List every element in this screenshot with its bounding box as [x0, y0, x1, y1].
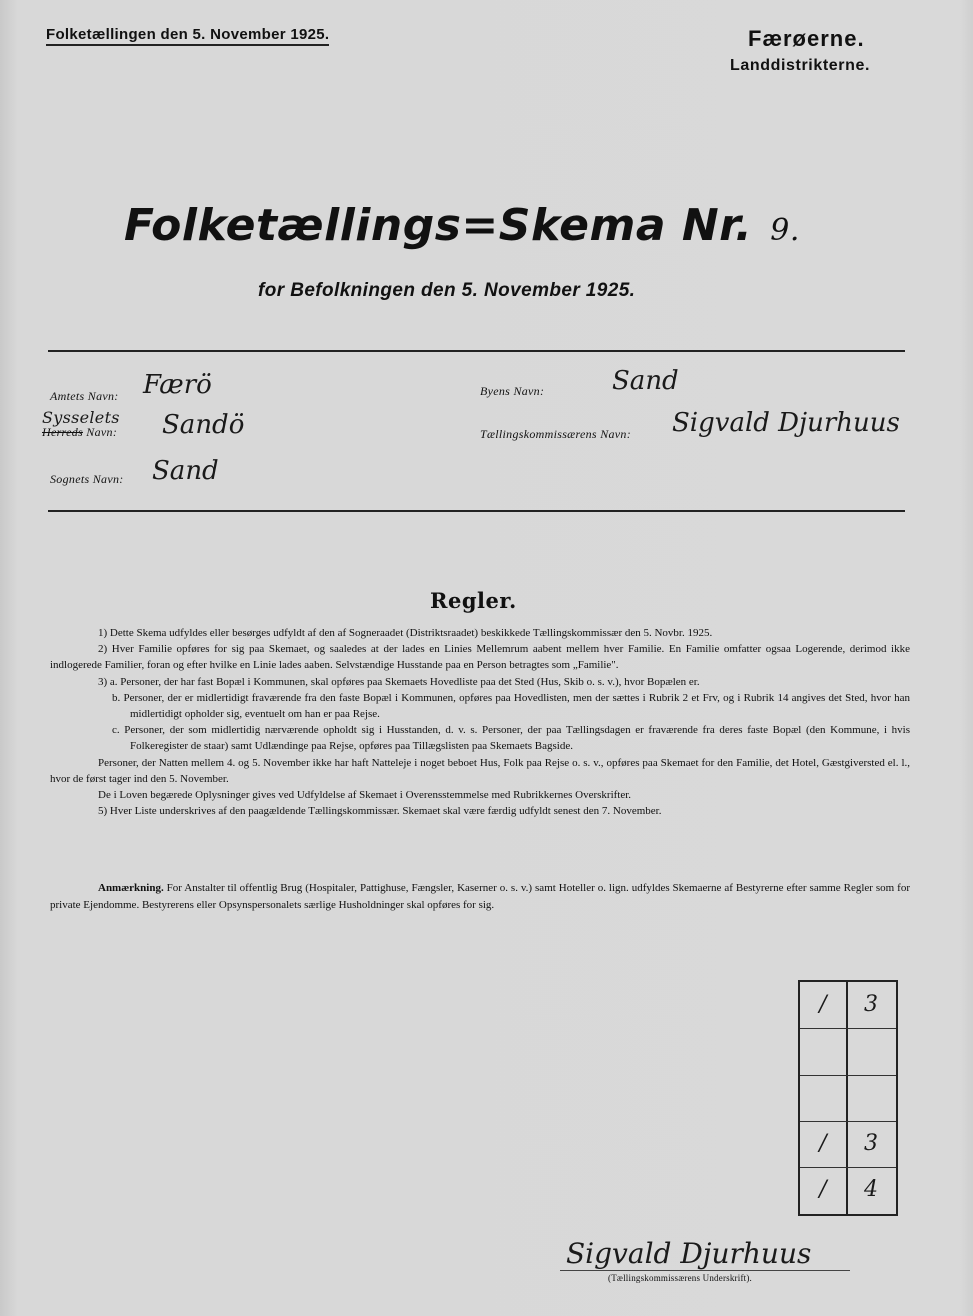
note-label: Anmærkning.	[98, 882, 164, 894]
commissioner-signature: Sigvald Djurhuus	[566, 1237, 812, 1270]
region-label: Færøerne.	[748, 26, 865, 51]
rule-item: b. Personer, der er midlertidigt fraværende fra den faste Bopæl i Kommunen, opføres paa Hovedlisten, men der sættes i Rubrik 2 et Frv, og i Rubrik 14 angives det Sted, hvor han midlertidigt opholder sig, eventuelt om han er paa Rejse.	[112, 691, 910, 721]
commissioner-value: Sigvald Djurhuus	[672, 408, 900, 438]
signature-line	[560, 1270, 850, 1271]
by-value: Sand	[612, 366, 679, 396]
rule-item: 3) a. Personer, der har fast Bopæl i Kommunen, skal opføres paa Skemaets Hovedliste paa det Sted (Hus, Skib o. s. v.), hvor Bopælen er.	[98, 675, 700, 688]
rules-list	[50, 625, 910, 819]
herred-label	[42, 408, 120, 440]
tally-cell: /	[819, 1177, 827, 1202]
note-text: For Anstalter til offentlig Brug (Hospitaler, Pattighuse, Fængsler, Kaserner o. s. v.) samt Hoteller o. lign. udfyldes Skemaerne af Bestyrerne efter samme Regler som for private Ejendomme. Bestyrerens eller Opsynspersonalets særlige Husholdninger skal opføres for sig.	[50, 882, 911, 911]
tally-cell: /	[819, 1131, 827, 1156]
tally-row-divider	[800, 1075, 896, 1076]
amt-value: Færö	[143, 370, 212, 400]
top-divider	[48, 350, 905, 352]
tally-grid	[798, 980, 898, 1216]
tally-cell: 4	[864, 1177, 878, 1202]
rule-item: 2) Hver Familie opføres for sig paa Skemaet, og saaledes at der lades en Linies Mellemrum aabent mellem hver Familie. En Familie omfatter ogsaa Logerende, derimod ikke indlogerede Familier, foran og efter hvilke en Linie lades aaben. Selvstændige Husstande paa en Person betragtes som „Familie".	[50, 643, 910, 672]
sysselets-handwritten: Sysselets	[42, 408, 120, 427]
signature-caption: (Tællingskommissærens Underskrift).	[608, 1273, 752, 1283]
note-paragraph	[50, 880, 910, 913]
rule-item: 5) Hver Liste underskrives af den paagældende Tællingskommissær. Skemaet skal være færdig udfyldt senest den 7. November.	[98, 805, 662, 818]
sogn-label: Sognets Navn:	[50, 472, 124, 486]
form-title-text: Folketællings=Skema Nr.	[124, 200, 753, 251]
amt-label: Amtets Navn:	[50, 389, 119, 403]
rule-item: De i Loven begærede Oplysninger gives ved Udfyldelse af Skemaet i Overensstemmelse med Rubrikkernes Overskrifter.	[98, 789, 632, 802]
herreds-struck-label: Herreds	[42, 425, 83, 439]
form-title	[124, 200, 800, 251]
tally-cell: /	[819, 992, 827, 1017]
form-subtitle: for Befolkningen den 5. November 1925.	[258, 280, 636, 301]
rule-item: 1) Dette Skema udfyldes eller besørges udfyldt af den af Sogneraadet (Distriktsraadet) beskikkede Tællingskommissær den 5. Novbr. 1925.	[98, 627, 713, 639]
herred-navn-label: Navn:	[86, 425, 118, 439]
rule-item: c. Personer, der som midlertidig nærværende opholdt sig i Husstanden, d. v. s. Personer, der paa Tællingsdagen er fraværende fra deres faste Bopæl (den Kommune, i hvis Folkeregister de staar) samt Udlændinge paa Rejse, opføres paa Tillægslisten paa Skemaets Bagside.	[112, 724, 910, 753]
rules-heading: Regler.	[430, 588, 517, 613]
commissioner-label: Tællingskommissærens Navn:	[480, 427, 632, 441]
tally-cell: 3	[864, 992, 878, 1017]
by-label: Byens Navn:	[480, 384, 545, 398]
herred-value: Sandö	[162, 410, 245, 440]
census-date-label: Folketællingen den 5. November 1925.	[46, 26, 329, 46]
bottom-divider	[48, 510, 905, 512]
tally-row-divider	[800, 1028, 896, 1029]
rule-item: Personer, der Natten mellem 4. og 5. November ikke har haft Natteleje i noget beboet Hus, Folk paa Rejse o. s. v., opføres paa Skemaet for den Familie, det Hotel, Gæstgiversted el. l., hvor de først tager ind den 5. November.	[50, 756, 910, 785]
district-label: Landdistrikterne.	[730, 57, 871, 74]
form-number: 9.	[770, 213, 800, 248]
tally-cell: 3	[864, 1131, 878, 1156]
sogn-value: Sand	[152, 456, 219, 486]
